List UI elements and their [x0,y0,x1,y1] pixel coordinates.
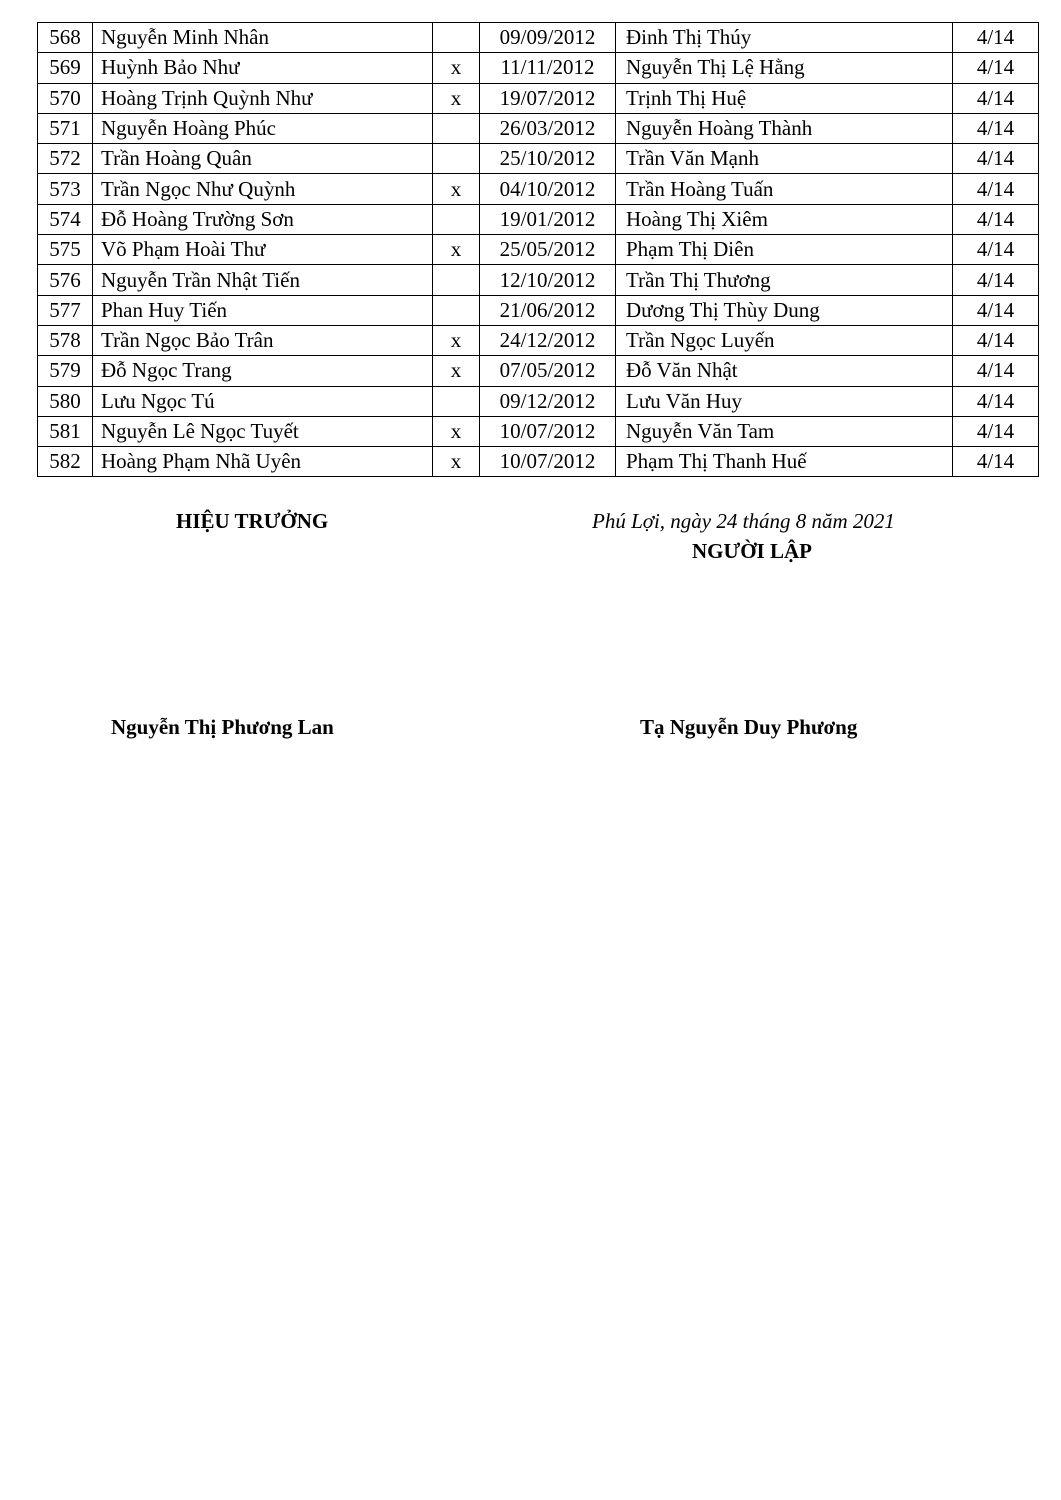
female-mark [433,204,480,234]
female-mark [433,113,480,143]
student-number: 574 [38,204,93,234]
class-name: 4/14 [953,144,1039,174]
parent-name: Nguyễn Thị Lệ Hằng [616,53,953,83]
female-mark: x [433,416,480,446]
preparer-name: Tạ Nguyễn Duy Phương [640,715,858,739]
date-of-birth: 07/05/2012 [480,356,616,386]
class-name: 4/14 [953,53,1039,83]
class-name: 4/14 [953,325,1039,355]
student-name: Đỗ Hoàng Trường Sơn [93,204,433,234]
student-number: 571 [38,113,93,143]
student-number: 576 [38,265,93,295]
parent-name: Đinh Thị Thúy [616,23,953,53]
table-row [38,386,1039,416]
table-row [38,174,1039,204]
parent-name: Trần Ngọc Luyến [616,325,953,355]
table-row [38,356,1039,386]
date-of-birth: 26/03/2012 [480,113,616,143]
date-of-birth: 09/09/2012 [480,23,616,53]
class-name: 4/14 [953,447,1039,477]
date-of-birth: 19/01/2012 [480,204,616,234]
table-row [38,113,1039,143]
parent-name: Hoàng Thị Xiêm [616,204,953,234]
female-mark [433,386,480,416]
table-row [38,144,1039,174]
female-mark: x [433,447,480,477]
date-of-birth: 25/10/2012 [480,144,616,174]
table-row [38,53,1039,83]
class-name: 4/14 [953,113,1039,143]
class-name: 4/14 [953,386,1039,416]
female-mark: x [433,83,480,113]
parent-name: Đỗ Văn Nhật [616,356,953,386]
student-number: 575 [38,235,93,265]
principal-title: HIỆU TRƯỞNG [176,509,329,533]
student-name: Trần Hoàng Quân [93,144,433,174]
student-name: Hoàng Phạm Nhã Uyên [93,447,433,477]
student-name: Nguyễn Trần Nhật Tiến [93,265,433,295]
student-number: 577 [38,295,93,325]
student-name: Trần Ngọc Bảo Trân [93,325,433,355]
student-name: Nguyễn Minh Nhân [93,23,433,53]
female-mark: x [433,53,480,83]
student-name: Trần Ngọc Như Quỳnh [93,174,433,204]
student-name: Huỳnh Bảo Như [93,53,433,83]
student-number: 578 [38,325,93,355]
student-number: 572 [38,144,93,174]
female-mark [433,144,480,174]
parent-name: Trần Hoàng Tuấn [616,174,953,204]
parent-name: Lưu Văn Huy [616,386,953,416]
place-date: Phú Lợi, ngày 24 tháng 8 năm 2021 [592,509,895,533]
student-table [37,22,1039,477]
student-number: 568 [38,23,93,53]
class-name: 4/14 [953,295,1039,325]
student-table-body [38,23,1039,477]
female-mark: x [433,235,480,265]
date-of-birth: 10/07/2012 [480,447,616,477]
student-name: Lưu Ngọc Tú [93,386,433,416]
date-of-birth: 04/10/2012 [480,174,616,204]
student-number: 582 [38,447,93,477]
female-mark: x [433,356,480,386]
table-row [38,447,1039,477]
table-row [38,23,1039,53]
parent-name: Trần Thị Thương [616,265,953,295]
table-row [38,265,1039,295]
student-number: 581 [38,416,93,446]
date-of-birth: 24/12/2012 [480,325,616,355]
date-of-birth: 09/12/2012 [480,386,616,416]
parent-name: Trịnh Thị Huệ [616,83,953,113]
female-mark [433,23,480,53]
preparer-title: NGƯỜI LẬP [692,539,812,563]
table-row [38,416,1039,446]
date-of-birth: 10/07/2012 [480,416,616,446]
class-name: 4/14 [953,416,1039,446]
student-name: Phan Huy Tiến [93,295,433,325]
table-row [38,83,1039,113]
principal-name: Nguyễn Thị Phương Lan [111,715,334,739]
parent-name: Phạm Thị Diên [616,235,953,265]
student-number: 580 [38,386,93,416]
date-of-birth: 11/11/2012 [480,53,616,83]
female-mark [433,265,480,295]
student-name: Võ Phạm Hoài Thư [93,235,433,265]
female-mark [433,295,480,325]
parent-name: Nguyễn Hoàng Thành [616,113,953,143]
student-number: 569 [38,53,93,83]
class-name: 4/14 [953,83,1039,113]
class-name: 4/14 [953,265,1039,295]
parent-name: Trần Văn Mạnh [616,144,953,174]
table-row [38,295,1039,325]
class-name: 4/14 [953,204,1039,234]
parent-name: Nguyễn Văn Tam [616,416,953,446]
student-name: Nguyễn Hoàng Phúc [93,113,433,143]
parent-name: Phạm Thị Thanh Huế [616,447,953,477]
table-row [38,204,1039,234]
table-row [38,325,1039,355]
class-name: 4/14 [953,174,1039,204]
class-name: 4/14 [953,356,1039,386]
student-number: 573 [38,174,93,204]
female-mark: x [433,174,480,204]
table-row [38,235,1039,265]
female-mark: x [433,325,480,355]
date-of-birth: 12/10/2012 [480,265,616,295]
student-name: Nguyễn Lê Ngọc Tuyết [93,416,433,446]
date-of-birth: 25/05/2012 [480,235,616,265]
student-name: Đỗ Ngọc Trang [93,356,433,386]
parent-name: Dương Thị Thùy Dung [616,295,953,325]
student-name: Hoàng Trịnh Quỳnh Như [93,83,433,113]
student-number: 570 [38,83,93,113]
date-of-birth: 21/06/2012 [480,295,616,325]
student-number: 579 [38,356,93,386]
class-name: 4/14 [953,23,1039,53]
class-name: 4/14 [953,235,1039,265]
date-of-birth: 19/07/2012 [480,83,616,113]
